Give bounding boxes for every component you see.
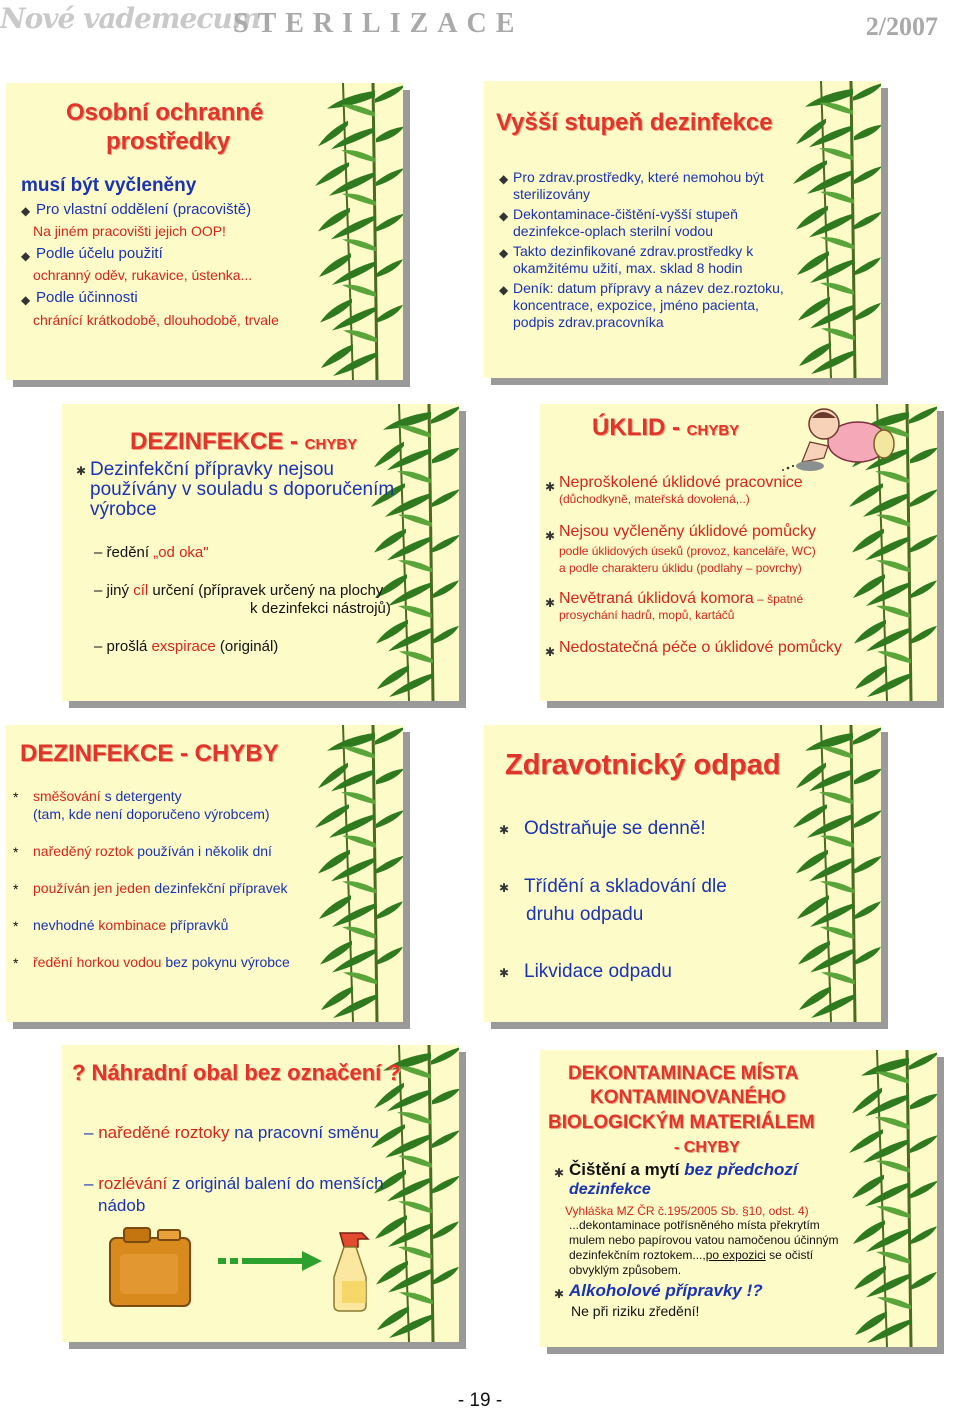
dash-item-cont: nádob (98, 1196, 146, 1215)
spray-bottle-illustration (330, 1223, 380, 1313)
bullet-subtext: prosychání hadrů, mopů, kartáčů (559, 608, 735, 622)
slide-dekontaminace-mista (540, 1050, 937, 1347)
bullet-text: používán jen jeden dezinfekční přípravek (33, 880, 288, 896)
bullet-icon: ◆ (499, 283, 509, 297)
bullet-text: naředěný roztok používán i několik dní (33, 843, 272, 859)
page-number: - 19 - (457, 1390, 503, 1411)
cleaning-baby-illustration (780, 404, 900, 476)
bullet-text: Čištění a mytí bez předchozí (569, 1160, 798, 1179)
bullet-text: Podle účelu použití (36, 245, 163, 262)
bamboo-leaves-decoration (847, 1050, 937, 1347)
dash-item: – prošlá exspirace (originál) (94, 638, 279, 655)
bullet-text-cont: okamžitému užití, max. sklad 8 hodin (513, 260, 743, 276)
bullet-icon: * (13, 955, 19, 971)
bullet-icon: ✱ (545, 529, 556, 543)
bullet-text: ředění horkou vodou bez pokynu výrobce (33, 954, 290, 970)
bullet-icon: * (13, 789, 19, 805)
bullet-subtext: Na jiném pracovišti jejich OOP! (33, 223, 226, 239)
law-reference: Vyhláška MZ ČR č.195/2005 Sb. §10, odst. 4) (565, 1204, 809, 1218)
bullet-text: Nejsou vyčleněny úklidové pomůcky (559, 523, 817, 540)
slide-vyssi-stupen-dezinfekce (484, 81, 881, 378)
bullet-text: nevhodné kombinace přípravků (33, 917, 229, 933)
bullet-text: Odstraňuje se denně! (524, 818, 706, 839)
bullet-text: Takto dezinfikované zdrav.prostředky k (513, 243, 754, 259)
bullet-icon: ✱ (554, 1287, 565, 1301)
bullet-subtext: (důchodkyně, mateřská dovolená,..) (559, 492, 750, 506)
bullet-subtext: chránící krátkodobě, dlouhodobě, trvale (33, 312, 279, 328)
bullet-subtext: ochranný oděv, rukavice, ústenka... (33, 267, 253, 283)
bullet-icon: ✱ (545, 480, 556, 494)
issue-number: 2/2007 (865, 12, 938, 41)
slide-title: Vyšší stupeň dezinfekce (496, 109, 773, 136)
slide-title: DEZINFEKCE - CHYBY (130, 428, 358, 455)
slide-title-line3: BIOLOGICKÝM MATERIÁLEM (548, 1112, 815, 1133)
bullet-icon: * (13, 918, 19, 934)
bullet-text-cont: výrobce (90, 499, 157, 520)
bullet-text: Nedostatečná péče o úklidové pomůcky (559, 639, 842, 656)
bullet-icon: ◆ (499, 172, 509, 186)
bamboo-leaves-decoration (791, 725, 881, 1022)
bullet-icon: ◆ (499, 246, 509, 260)
bullet-text: Dekontaminace-čištění-vyšší stupeň (513, 206, 738, 222)
magazine-brand: Nové vademecum (0, 2, 261, 35)
canister-illustration (102, 1220, 202, 1310)
bullet-icon: ✱ (76, 464, 87, 478)
slide-title-line2: KONTAMINOVANÉHO (590, 1087, 786, 1108)
dash-item: – naředěné roztoky na pracovní směnu (84, 1123, 379, 1142)
bamboo-leaves-decoration (791, 81, 881, 378)
slide-nahradni-obal (62, 1045, 459, 1342)
quote-text: mulem nebo papírovou vatou namočenou účinným (569, 1233, 839, 1247)
quote-text: ...dekontaminace potřísněného místa překrytím (569, 1218, 820, 1232)
slide-title: DEZINFEKCE - CHYBY (20, 740, 279, 767)
slide-dezinfekce-chyby-2 (6, 725, 403, 1022)
bullet-icon: ✱ (499, 823, 510, 837)
slide-ochranne-prostredky (6, 83, 403, 380)
slide-title-line2: prostředky (106, 128, 231, 155)
quote-text: obvyklým způsobem. (569, 1263, 682, 1277)
slide-title: ÚKLID - CHYBY (592, 414, 740, 441)
bamboo-leaves-decoration (369, 404, 459, 701)
bullet-text: Neproškolené úklidové pracovnice (559, 474, 803, 491)
bullet-subtext: podle úklidových úseků (provoz, kanceláře, WC) (559, 544, 816, 558)
bullet-icon: ✱ (554, 1166, 565, 1180)
green-arrow-icon (218, 1249, 324, 1273)
bullet-subtext: a podle charakteru úklidu (podlahy – povrchy) (559, 561, 802, 575)
bullet-text: Pro vlastní oddělení (pracoviště) (36, 201, 252, 218)
bullet-text-cont: koncentrace, expozice, jméno pacienta, (513, 297, 759, 313)
bullet-icon: ✱ (499, 966, 510, 980)
bullet-text-cont: používány v souladu s doporučením (90, 479, 395, 500)
slide-title: Osobní ochranné (66, 99, 264, 126)
bullet-text: Deník: datum přípravy a název dez.roztoku, (513, 280, 784, 296)
bullet-text-cont: sterilizovány (513, 186, 591, 202)
bullet-text: Alkoholové přípravky !? (569, 1281, 763, 1300)
bamboo-leaves-decoration (313, 725, 403, 1022)
section-title: STERILIZACE (233, 8, 524, 39)
bullet-icon: ◆ (499, 209, 509, 223)
slide-title: DEKONTAMINACE MÍSTA (568, 1063, 799, 1084)
bullet-icon: * (13, 844, 19, 860)
dash-item: – rozlévání z originál balení do menších (84, 1174, 384, 1193)
bullet-subtext: (tam, kde není doporučeno výrobcem) (33, 806, 270, 822)
bullet-text-cont: podpis zdrav.pracovníka (513, 314, 664, 330)
bullet-text: směšování s detergenty (33, 788, 182, 804)
bullet-text: Likvidace odpadu (524, 961, 672, 982)
bullet-text: Třídění a skladování dle (524, 876, 727, 897)
bullet-text: Pro zdrav.prostředky, které nemohou být (513, 169, 764, 185)
bullet-icon: ◆ (21, 204, 31, 218)
slide-title-chyby: - CHYBY (674, 1139, 740, 1156)
bullet-text-cont: dezinfekce-oplach sterilní vodou (513, 223, 714, 239)
bullet-text: Podle účinnosti (36, 289, 138, 306)
slide-uklid-chyby (540, 404, 937, 701)
bamboo-leaves-decoration (313, 83, 403, 380)
slide-title: ? Náhradní obal bez označení ? (72, 1060, 401, 1085)
bullet-text-cont: dezinfekce (569, 1181, 651, 1198)
bullet-icon: ✱ (499, 881, 510, 895)
bullet-text: Nevětraná úklidová komora – špatné (559, 590, 804, 607)
bullet-text-cont: druhu odpadu (526, 904, 644, 925)
dash-item: – ředění „od oka" (94, 544, 209, 561)
bullet-icon: ◆ (21, 293, 31, 307)
bullet-icon: ◆ (21, 249, 31, 263)
bullet-subtext: Ne při riziku zředění! (571, 1303, 700, 1319)
bullet-icon: ✱ (545, 645, 556, 659)
slide-title: Zdravotnický odpad (505, 749, 781, 781)
bullet-icon: * (13, 881, 19, 897)
quote-text: dezinfekčním roztokem...,po expozici se očistí (569, 1248, 814, 1262)
dash-item-cont: k dezinfekci nástrojů) (250, 600, 391, 617)
slide-subtitle: musí být vyčleněny (21, 175, 197, 196)
bullet-text: Dezinfekční přípravky nejsou (90, 459, 334, 480)
slide-zdravotnicky-odpad (484, 725, 881, 1022)
slide-dezinfekce-chyby-1 (62, 404, 459, 701)
bullet-icon: ✱ (545, 596, 556, 610)
dash-item: – jiný cíl určení (přípravek určený na plochy (94, 582, 384, 599)
